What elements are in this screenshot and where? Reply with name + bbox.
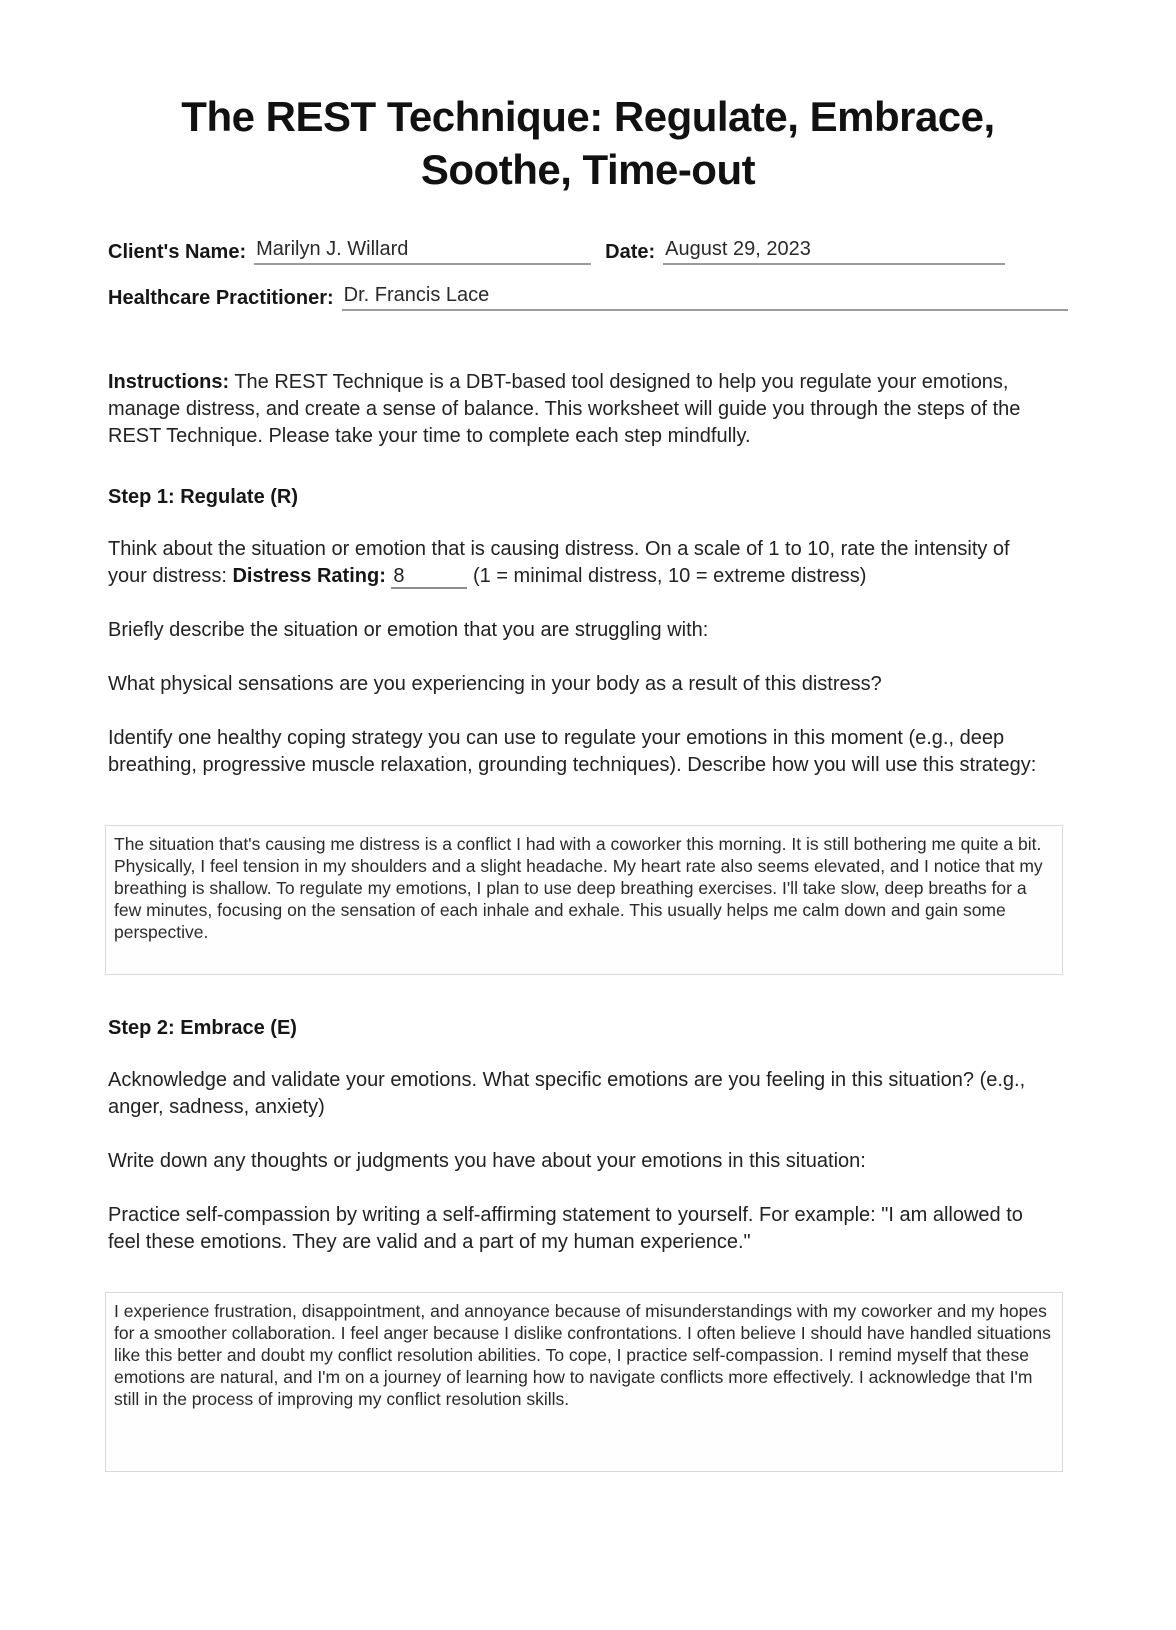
step2-question-emotions: Acknowledge and validate your emotions. What specific emotions are you feeling in this situation? (e.g., anger, sadness, anxiety): [108, 1069, 1026, 1118]
step1-rating-paragraph: [108, 536, 1046, 590]
client-name-label: Client's Name:: [108, 241, 247, 263]
step1-answer-box[interactable]: [105, 825, 1063, 975]
instructions-text: The REST Technique is a DBT-based tool designed to help you regulate your emotions, manage distress, and create a sense of balance. This worksheet will guide you through the steps of the REST Technique. Please take your time to complete each step mindfully.: [108, 371, 1021, 447]
step1-question-sensations: What physical sensations are you experiencing in your body as a result of this distress?: [108, 673, 882, 695]
step1-rating-text-pre: Think about the situation or emotion that is causing distress. On a scale of 1 to 10, rate the intensity of your distress:: [108, 538, 1010, 587]
instructions-label: Instructions:: [108, 371, 230, 393]
page-title: The REST Technique: Regulate, Embrace, Soothe, Time-out: [181, 93, 995, 193]
client-name-date-row: [108, 236, 1068, 265]
distress-rating-label: Distress Rating:: [232, 565, 392, 587]
practitioner-field[interactable]: Dr. Francis Lace: [342, 282, 1068, 311]
step1-answer-text: The situation that's causing me distress is a conflict I had with a coworker this morning. It is still bothering me quite a bit. Physically, I feel tension in my shoulders and a slight headache. My heart rate also seems elevated, and I notice that my breathing is shallow. To regulate my emotions, I plan to use deep breathing exercises. I'll take slow, deep breaths for a few minutes, focusing on the sensation of each inhale and exhale. This usually helps me calm down and gain some perspective.: [114, 834, 1043, 942]
client-name-field[interactable]: Marilyn J. Willard: [254, 236, 591, 265]
instructions: [108, 369, 1046, 450]
distress-rating-field[interactable]: 8: [391, 565, 467, 589]
step1-heading: Step 1: Regulate (R): [108, 486, 299, 508]
step2-answer-box[interactable]: [105, 1292, 1063, 1472]
step2-answer-text: I experience frustration, disappointment, and annoyance because of misunderstandings with my coworker and my hopes for a smoother collaboration. I feel anger because I dislike confrontations. I often believe I should have handled situations like this better and doubt my conflict resolution abilities. To cope, I practice self-compassion. I remind myself that these emotions are natural, and I'm on a journey of learning how to navigate conflicts more effectively. I acknowledge that I'm still in the process of improving my conflict resolution skills.: [114, 1301, 1051, 1409]
step1-rating-text-post: (1 = minimal distress, 10 = extreme distress): [467, 565, 867, 587]
date-field[interactable]: August 29, 2023: [663, 236, 1005, 265]
date-label: Date:: [605, 241, 656, 263]
step1-question-situation: Briefly describe the situation or emotion that you are struggling with:: [108, 619, 709, 641]
step1-question-coping: Identify one healthy coping strategy you can use to regulate your emotions in this moment (e.g., deep breathing, progressive muscle relaxation, grounding techniques). Describe how you will use this strategy:: [108, 727, 1037, 776]
step2-question-selfcompassion: Practice self-compassion by writing a self-affirming statement to yourself. For example: "I am allowed to feel these emotions. They are valid and a part of my human experience.": [108, 1204, 1023, 1253]
step2-question-thoughts: Write down any thoughts or judgments you have about your emotions in this situation:: [108, 1150, 866, 1172]
practitioner-label: Healthcare Practitioner:: [108, 287, 334, 309]
practitioner-row: [108, 282, 1068, 311]
step2-heading: Step 2: Embrace (E): [108, 1017, 297, 1039]
